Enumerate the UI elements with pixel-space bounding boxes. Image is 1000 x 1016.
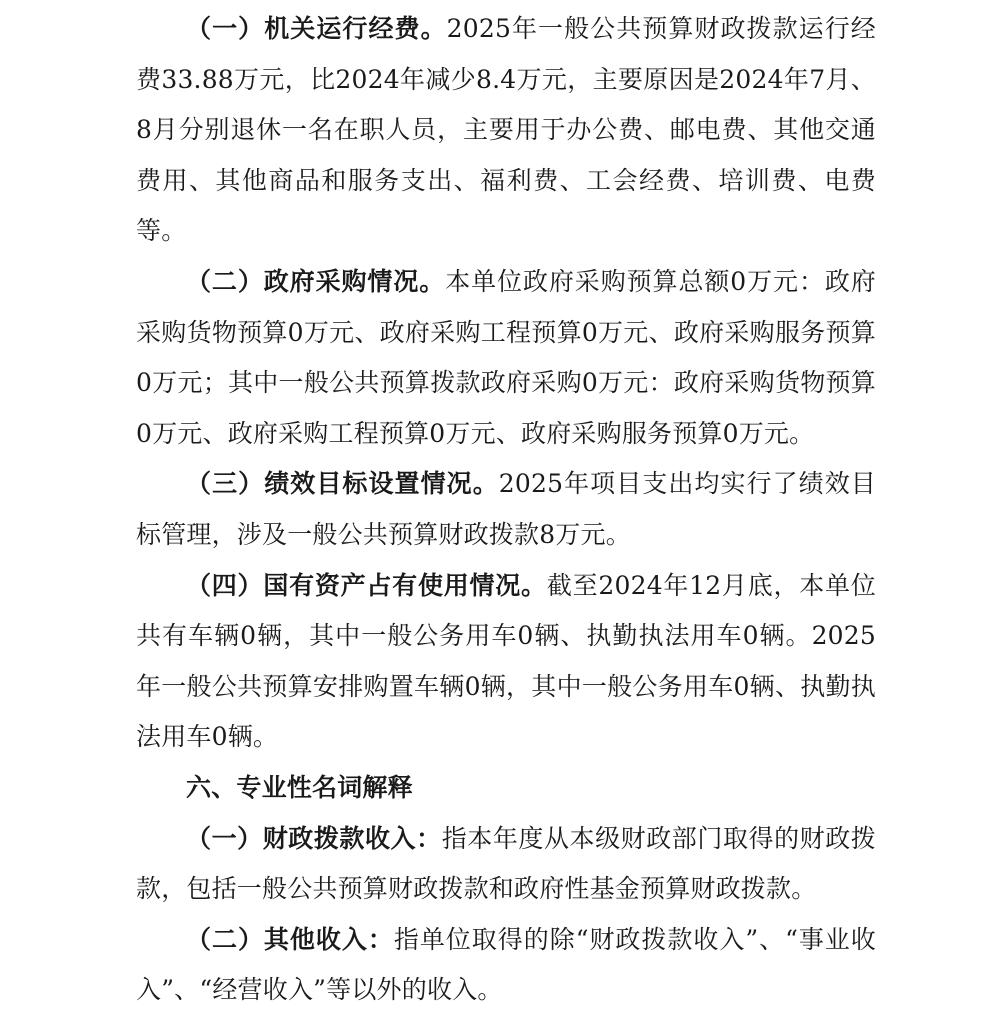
paragraph-lead: （四）国有资产占有使用情况。 bbox=[186, 570, 547, 600]
paragraph-performance-targets bbox=[136, 459, 876, 560]
paragraph-lead: （二）其他收入： bbox=[186, 924, 394, 954]
paragraph-lead: （三）绩效目标设置情况。 bbox=[186, 469, 499, 499]
paragraph-other-income bbox=[136, 915, 876, 1016]
paragraph-fiscal-appropriation-income bbox=[136, 814, 876, 915]
paragraph-lead: （一）机关运行经费。 bbox=[186, 14, 447, 43]
paragraph-body: 截至2024年12月底，本单位共有车辆0辆，其中一般公务用车0辆、执勤执法用车0辆。2025年一般公共预算安排购置车辆0辆，其中一般公务用车0辆、执勤执法用车0辆。 bbox=[136, 570, 876, 752]
paragraph-body: 本单位政府采购预算总额0万元：政府采购货物预算0万元、政府采购工程预算0万元、政府采购服务预算0万元；其中一般公共预算拨款政府采购0万元：政府采购货物预算0万元、政府采购工程预算0万元、政府采购服务预算0万元。 bbox=[136, 266, 876, 448]
paragraph-government-procurement bbox=[136, 257, 876, 459]
paragraph-body: 指本年度从本级财政部门取得的财政拨款，包括一般公共预算财政拨款和政府性基金预算财政拨款。 bbox=[136, 823, 876, 904]
paragraph-operating-expenses bbox=[136, 4, 876, 257]
paragraph-body: 指单位取得的除“财政拨款收入”、“事业收入”、“经营收入”等以外的收入。 bbox=[136, 924, 876, 1005]
section-heading: 六、专业性名词解释 bbox=[186, 772, 413, 802]
paragraph-body: 2025年一般公共预算财政拨款运行经费33.88万元，比2024年减少8.4万元，主要原因是2024年7月、8月分别退休一名在职人员，主要用于办公费、邮电费、其他交通费用、其他商品和服务支出、福利费、工会经费、培训费、电费等。 bbox=[136, 14, 876, 246]
paragraph-lead: （一）财政拨款收入： bbox=[186, 823, 442, 853]
document-page bbox=[136, 4, 876, 1016]
paragraph-body: 2025年项目支出均实行了绩效目标管理，涉及一般公共预算财政拨款8万元。 bbox=[136, 469, 877, 549]
paragraph-lead: （二）政府采购情况。 bbox=[186, 266, 446, 296]
paragraph-state-assets bbox=[136, 561, 876, 763]
